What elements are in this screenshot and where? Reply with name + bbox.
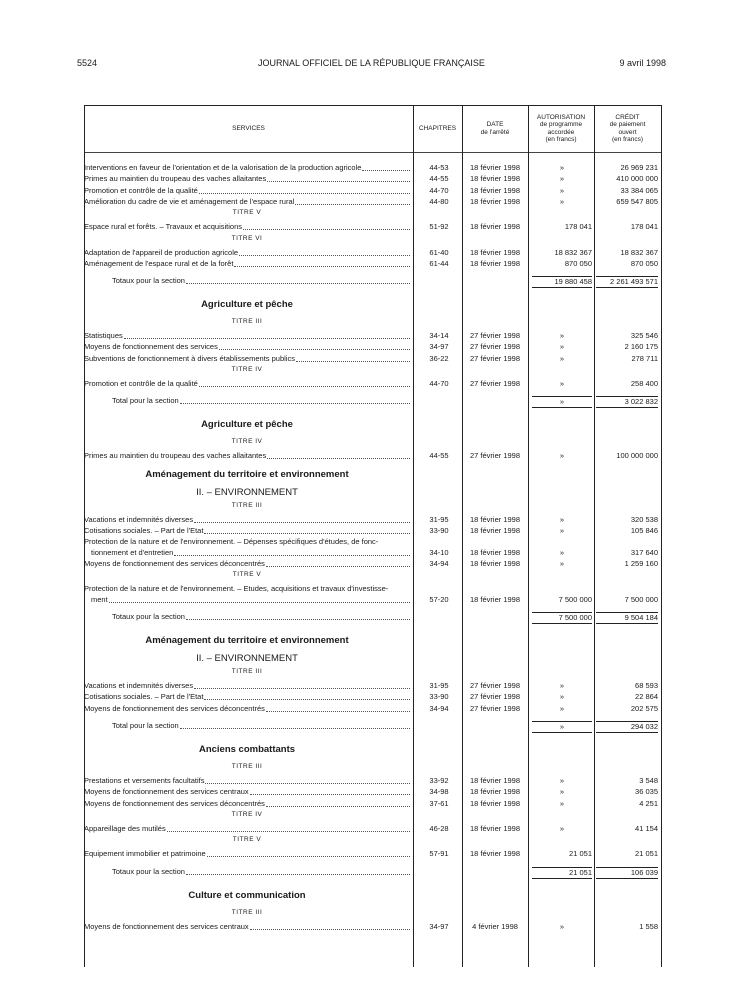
chapitre-cell: 57-20: [429, 594, 449, 604]
date-cell: 18 février 1998: [469, 525, 521, 535]
leader-dots: [250, 922, 410, 930]
ministry-heading: Culture et communication: [188, 889, 306, 901]
credit-cell: 317 640: [630, 547, 658, 557]
column-header-date: DATE de l'arrêté: [480, 121, 510, 136]
chapitre-cell: 44-80: [429, 196, 449, 206]
autorisation-cell: »: [559, 921, 565, 931]
ministry-heading: Anciens combattants: [198, 744, 296, 755]
service-label: [84, 342, 410, 352]
table-row: [84, 849, 662, 859]
table-row: [84, 248, 662, 258]
credit-cell: 3 022 832: [596, 396, 658, 408]
autorisation-cell: »: [559, 379, 565, 388]
date-cell: 27 février 1998: [469, 353, 521, 363]
autorisation-cell: »: [559, 681, 565, 691]
page-header: [77, 58, 666, 72]
credit-cell: 33 384 065: [620, 185, 658, 195]
credit-cell: 325 546: [630, 331, 658, 341]
column-divider: [413, 105, 414, 967]
service-text: Promotion et contrôle de la qualité: [84, 379, 198, 388]
autorisation-cell: 7 500 000: [532, 612, 592, 624]
autorisation-cell: »: [559, 185, 565, 195]
service-text: Vacations et indemnités diverses: [84, 681, 194, 691]
credit-cell: 1 558: [639, 921, 658, 931]
autorisation-cell: »: [559, 196, 565, 206]
table-row: [84, 174, 662, 184]
autorisation-cell: »: [559, 703, 565, 713]
total-row: [84, 867, 662, 877]
titre-heading: TITRE VI: [231, 234, 263, 242]
service-text: tionnement et d'entretien: [91, 547, 174, 557]
leader-dots: [267, 451, 410, 459]
leader-dots: [266, 704, 410, 712]
credit-cell: 278 711: [631, 353, 658, 363]
chapitre-cell: 34-94: [429, 703, 449, 713]
chapitre-cell: 44-53: [429, 163, 449, 172]
service-label: [112, 396, 410, 406]
total-row: [84, 612, 662, 622]
ministry-heading: Agriculture et pêche: [201, 299, 293, 311]
autorisation-cell: 7 500 000: [558, 594, 592, 604]
column-header-chapitres: CHAPITRES: [418, 124, 457, 132]
leader-dots: [295, 197, 410, 205]
credit-cell: 2 160 175: [624, 342, 658, 352]
chapitre-cell: 33-90: [429, 525, 449, 535]
titre-heading: TITRE V: [232, 571, 262, 579]
chapitre-cell: 31-95: [429, 514, 449, 524]
service-label: [84, 824, 410, 834]
autorisation-cell: »: [532, 396, 592, 408]
date-cell: 27 février 1998: [469, 451, 521, 461]
ministry-heading: Aménagement du territoire et environnement: [145, 468, 349, 480]
autorisation-cell: »: [559, 174, 565, 184]
ministry-heading: Agriculture et pêche: [201, 419, 293, 431]
leader-dots: [250, 787, 410, 795]
service-label: [91, 548, 410, 558]
service-label: [112, 721, 410, 731]
autorisation-cell: »: [559, 353, 565, 363]
service-text: Subventions de fonctionnement à divers établissements publics: [84, 353, 295, 363]
date-cell: 18 février 1998: [469, 559, 521, 568]
date-cell: 18 février 1998: [469, 849, 521, 859]
chapitre-cell: 46-28: [429, 823, 449, 833]
service-label: [84, 787, 410, 797]
column-divider: [594, 105, 595, 967]
leader-dots: [194, 515, 410, 523]
chapitre-cell: 34-14: [429, 331, 449, 341]
leader-dots: [205, 776, 410, 784]
table-row: [84, 704, 662, 714]
column-divider: [462, 105, 463, 967]
credit-cell: 106 039: [596, 867, 658, 879]
leader-dots: [234, 259, 410, 267]
chapitre-cell: 34-97: [429, 921, 449, 931]
date-cell: 18 février 1998: [469, 798, 521, 808]
credit-cell: 9 504 184: [596, 612, 658, 624]
credit-cell: 1 259 160: [624, 559, 658, 568]
table-row: [84, 186, 662, 196]
page-number: 5524: [77, 58, 98, 68]
service-label: [84, 692, 410, 702]
column-divider: [528, 105, 529, 967]
service-label: [84, 799, 410, 809]
leader-dots: [199, 379, 410, 387]
leader-dots: [266, 559, 410, 567]
service-label: [84, 776, 410, 786]
service-text: Protection de la nature et de l'environnement. – Etudes, acquisitions et travaux d'investisse-: [84, 584, 389, 594]
autorisation-cell: »: [559, 342, 565, 352]
autorisation-cell: 21 051: [532, 867, 592, 879]
credit-cell: 258 400: [630, 379, 658, 388]
service-label: [84, 681, 410, 691]
table-border-right: [661, 105, 662, 967]
total-row: [84, 276, 662, 286]
autorisation-cell: »: [559, 451, 565, 461]
titre-heading: TITRE V: [232, 836, 262, 844]
credit-cell: 410 000 000: [616, 174, 658, 184]
leader-dots: [266, 799, 410, 807]
credit-cell: 68 593: [635, 681, 658, 691]
credit-cell: 3 548: [639, 776, 658, 785]
chapitre-cell: 33-92: [429, 776, 449, 785]
service-label: [84, 451, 410, 461]
autorisation-cell: »: [559, 163, 565, 172]
date-cell: 18 février 1998: [469, 514, 521, 524]
credit-cell: 18 832 367: [620, 247, 658, 257]
leader-dots: [180, 721, 410, 729]
table-row: [84, 922, 662, 932]
leader-dots: [199, 186, 410, 194]
credit-cell: 36 035: [635, 787, 658, 797]
column-header-autorisation: AUTORISATION de programme accordée (en francs): [536, 113, 586, 143]
autorisation-cell: »: [559, 559, 565, 568]
leader-dots: [109, 595, 410, 603]
column-header-credit: CRÉDIT de paiement ouvert (en francs): [609, 113, 646, 143]
service-text: Moyens de fonctionnement des services déconcentrés: [84, 798, 265, 808]
date-cell: 18 février 1998: [469, 776, 521, 785]
chapitre-cell: 34-94: [429, 559, 449, 568]
table-row: [84, 824, 662, 834]
titre-heading: TITRE IV: [231, 366, 263, 373]
titre-heading: TITRE III: [231, 668, 263, 676]
section-subheading: II. – ENVIRONNEMENT: [196, 653, 298, 665]
titre-heading: TITRE III: [231, 318, 263, 326]
service-text: Moyens de fonctionnement des services centraux: [84, 921, 249, 931]
leader-dots: [186, 612, 410, 620]
chapitre-cell: 44-70: [429, 185, 449, 195]
table-row: [84, 584, 662, 594]
service-label: [84, 515, 410, 525]
chapitre-cell: 44-55: [429, 451, 449, 461]
table-row: [84, 526, 662, 536]
service-text: Appareillage des mutilés: [84, 823, 166, 833]
leader-dots: [296, 354, 410, 362]
table-row: [84, 692, 662, 702]
credit-cell: 320 538: [630, 514, 658, 524]
date-cell: 18 février 1998: [469, 174, 521, 184]
service-text: Moyens de fonctionnement des services déconcentrés: [84, 703, 265, 713]
leader-dots: [362, 163, 410, 171]
table-row: [84, 379, 662, 389]
service-text: Totaux pour la section: [112, 276, 185, 286]
service-label: [91, 595, 410, 605]
autorisation-cell: »: [559, 514, 565, 524]
leader-dots: [239, 248, 410, 256]
autorisation-cell: »: [559, 525, 565, 535]
service-label: [84, 248, 410, 258]
chapitre-cell: 34-10: [429, 547, 449, 557]
service-text: Aménagement de l'espace rural et de la forêt: [84, 258, 234, 268]
header-separator: [84, 152, 662, 153]
date-cell: 18 février 1998: [469, 163, 521, 172]
autorisation-cell: »: [559, 798, 565, 808]
autorisation-cell: »: [559, 787, 565, 797]
credit-cell: 4 251: [639, 798, 658, 808]
titre-heading: TITRE V: [232, 209, 262, 217]
service-label: [84, 222, 410, 232]
chapitre-cell: 44-70: [429, 379, 449, 388]
credit-cell: 100 000 000: [616, 451, 658, 461]
service-label: [112, 612, 410, 622]
service-text: Cotisations sociales. – Part de l'Etat: [84, 525, 204, 535]
column-header-services: SERVICES: [232, 124, 265, 132]
leader-dots: [219, 342, 410, 350]
service-label: [84, 704, 410, 714]
service-label: [84, 849, 410, 859]
service-label: [112, 867, 410, 877]
chapitre-cell: 33-90: [429, 692, 449, 702]
date-cell: 18 février 1998: [469, 594, 521, 604]
table-row: [84, 548, 662, 558]
autorisation-cell: »: [532, 721, 592, 733]
credit-cell: 202 575: [630, 703, 658, 713]
autorisation-cell: »: [559, 547, 565, 557]
service-text: Promotion et contrôle de la qualité: [84, 185, 198, 195]
service-label: [84, 537, 410, 547]
autorisation-cell: 18 832 367: [554, 247, 592, 257]
table-row: [84, 776, 662, 786]
date-cell: 18 février 1998: [469, 787, 521, 797]
service-text: Adaptation de l'appareil de production agricole: [84, 247, 239, 257]
autorisation-cell: »: [559, 692, 565, 702]
ministry-heading: Aménagement du territoire et environnement: [145, 635, 349, 647]
service-text: ment: [91, 594, 108, 604]
leader-dots: [167, 824, 410, 832]
table-row: [84, 787, 662, 797]
leader-dots: [267, 174, 410, 182]
total-row: [84, 721, 662, 731]
autorisation-cell: 870 050: [564, 258, 592, 268]
titre-heading: TITRE III: [231, 763, 263, 770]
appropriations-table: [84, 105, 662, 967]
autorisation-cell: 178 041: [564, 222, 592, 232]
service-text: Amélioration du cadre de vie et aménagement de l'espace rural: [84, 196, 295, 206]
service-text: Moyens de fonctionnement des services déconcentrés: [84, 559, 265, 568]
table-row: [84, 595, 662, 605]
date-cell: 27 février 1998: [469, 703, 521, 713]
service-label: [84, 331, 410, 341]
section-subheading: II. – ENVIRONNEMENT: [196, 486, 298, 498]
leader-dots: [204, 692, 410, 700]
date-cell: 18 février 1998: [469, 547, 521, 557]
leader-dots: [243, 222, 410, 230]
credit-cell: 21 051: [635, 849, 658, 859]
leader-dots: [186, 867, 410, 875]
autorisation-cell: »: [559, 776, 565, 785]
credit-cell: 178 041: [630, 222, 658, 232]
credit-cell: 294 032: [596, 721, 658, 733]
table-row: [84, 354, 662, 364]
issue-date: 9 avril 1998: [619, 58, 666, 68]
service-label: [84, 922, 410, 932]
chapitre-cell: 51-92: [429, 222, 449, 232]
table-row: [84, 559, 662, 569]
journal-title: JOURNAL OFFICIEL DE LA RÉPUBLIQUE FRANÇAISE: [258, 58, 485, 68]
leader-dots: [207, 849, 410, 857]
leader-dots: [174, 548, 410, 556]
service-label: [84, 197, 410, 207]
service-label: [84, 526, 410, 536]
leader-dots: [194, 681, 410, 689]
service-text: Moyens de fonctionnement des services centraux: [84, 787, 249, 797]
chapitre-cell: 36-22: [429, 353, 449, 363]
service-text: Primes au maintien du troupeau des vaches allaitantes: [84, 451, 267, 461]
service-text: Equipement immobilier et patrimoine: [84, 849, 206, 859]
table-row: [84, 537, 662, 547]
titre-heading: TITRE IV: [231, 810, 263, 818]
service-text: Total pour la section: [112, 721, 179, 730]
table-row: [84, 451, 662, 461]
service-label: [84, 174, 410, 184]
autorisation-cell: 21 051: [569, 849, 592, 859]
date-cell: 27 février 1998: [469, 681, 521, 691]
service-text: Protection de la nature et de l'environnement. – Dépenses spécifiques d'études, de fonc-: [84, 537, 379, 547]
date-cell: 27 février 1998: [469, 692, 521, 702]
credit-cell: 41 154: [635, 823, 658, 833]
service-text: Statistiques: [84, 331, 123, 341]
date-cell: 27 février 1998: [469, 342, 521, 352]
chapitre-cell: 44-55: [429, 174, 449, 184]
table-row: [84, 331, 662, 341]
credit-cell: 659 547 805: [616, 196, 658, 206]
credit-cell: 7 500 000: [624, 594, 658, 604]
table-row: [84, 342, 662, 352]
leader-dots: [204, 526, 410, 534]
service-text: Totaux pour la section: [112, 866, 185, 876]
chapitre-cell: 57-91: [429, 849, 449, 859]
service-text: Espace rural et forêts. – Travaux et acquisitions: [84, 222, 242, 232]
service-label: [84, 354, 410, 364]
service-text: Total pour la section: [112, 396, 179, 406]
service-text: Primes au maintien du troupeau des vaches allaitantes: [84, 174, 267, 184]
autorisation-cell: »: [559, 331, 565, 341]
date-cell: 27 février 1998: [469, 331, 521, 341]
service-text: Vacations et indemnités diverses: [84, 514, 194, 524]
credit-cell: 22 864: [635, 692, 658, 702]
date-cell: 4 février 1998: [472, 921, 518, 931]
chapitre-cell: 37-61: [429, 798, 449, 808]
date-cell: 18 février 1998: [469, 196, 521, 206]
table-row: [84, 259, 662, 269]
table-row: [84, 515, 662, 525]
date-cell: 18 février 1998: [469, 185, 521, 195]
autorisation-cell: »: [559, 823, 565, 833]
titre-heading: TITRE IV: [231, 438, 263, 446]
table-row: [84, 799, 662, 809]
credit-cell: 2 261 493 571: [596, 276, 658, 288]
service-text: Cotisations sociales. – Part de l'Etat: [84, 692, 204, 702]
date-cell: 18 février 1998: [469, 258, 521, 268]
date-cell: 27 février 1998: [469, 379, 521, 388]
date-cell: 18 février 1998: [469, 247, 521, 257]
chapitre-cell: 34-98: [429, 787, 449, 797]
chapitre-cell: 34-97: [429, 342, 449, 352]
service-label: [84, 259, 410, 269]
titre-heading: TITRE III: [231, 908, 263, 916]
credit-cell: 870 050: [630, 258, 658, 268]
date-cell: 18 février 1998: [469, 823, 521, 833]
credit-cell: 105 846: [630, 525, 658, 535]
service-label: [84, 559, 410, 569]
service-label: [112, 276, 410, 286]
date-cell: 18 février 1998: [469, 222, 521, 232]
leader-dots: [124, 331, 410, 339]
total-row: [84, 396, 662, 406]
credit-cell: 26 969 231: [620, 163, 658, 172]
service-label: [84, 379, 410, 389]
service-text: Moyens de fonctionnement des services: [84, 342, 218, 352]
leader-dots: [180, 396, 410, 404]
leader-dots: [186, 276, 410, 284]
service-text: Interventions en faveur de l'orientation et de la valorisation de la production agricole: [84, 163, 362, 172]
chapitre-cell: 61-40: [429, 247, 449, 257]
titre-heading: TITRE III: [231, 501, 263, 509]
service-text: Prestations et versements facultatifs: [84, 776, 205, 785]
autorisation-cell: 19 880 458: [532, 276, 592, 288]
service-label: [84, 584, 410, 594]
service-label: [84, 186, 410, 196]
table-row: [84, 197, 662, 207]
service-text: Totaux pour la section: [112, 612, 185, 622]
table-row: [84, 222, 662, 232]
table-row: [84, 163, 662, 173]
chapitre-cell: 61-44: [429, 258, 449, 268]
chapitre-cell: 31-95: [429, 681, 449, 691]
service-label: [84, 163, 410, 173]
table-row: [84, 681, 662, 691]
